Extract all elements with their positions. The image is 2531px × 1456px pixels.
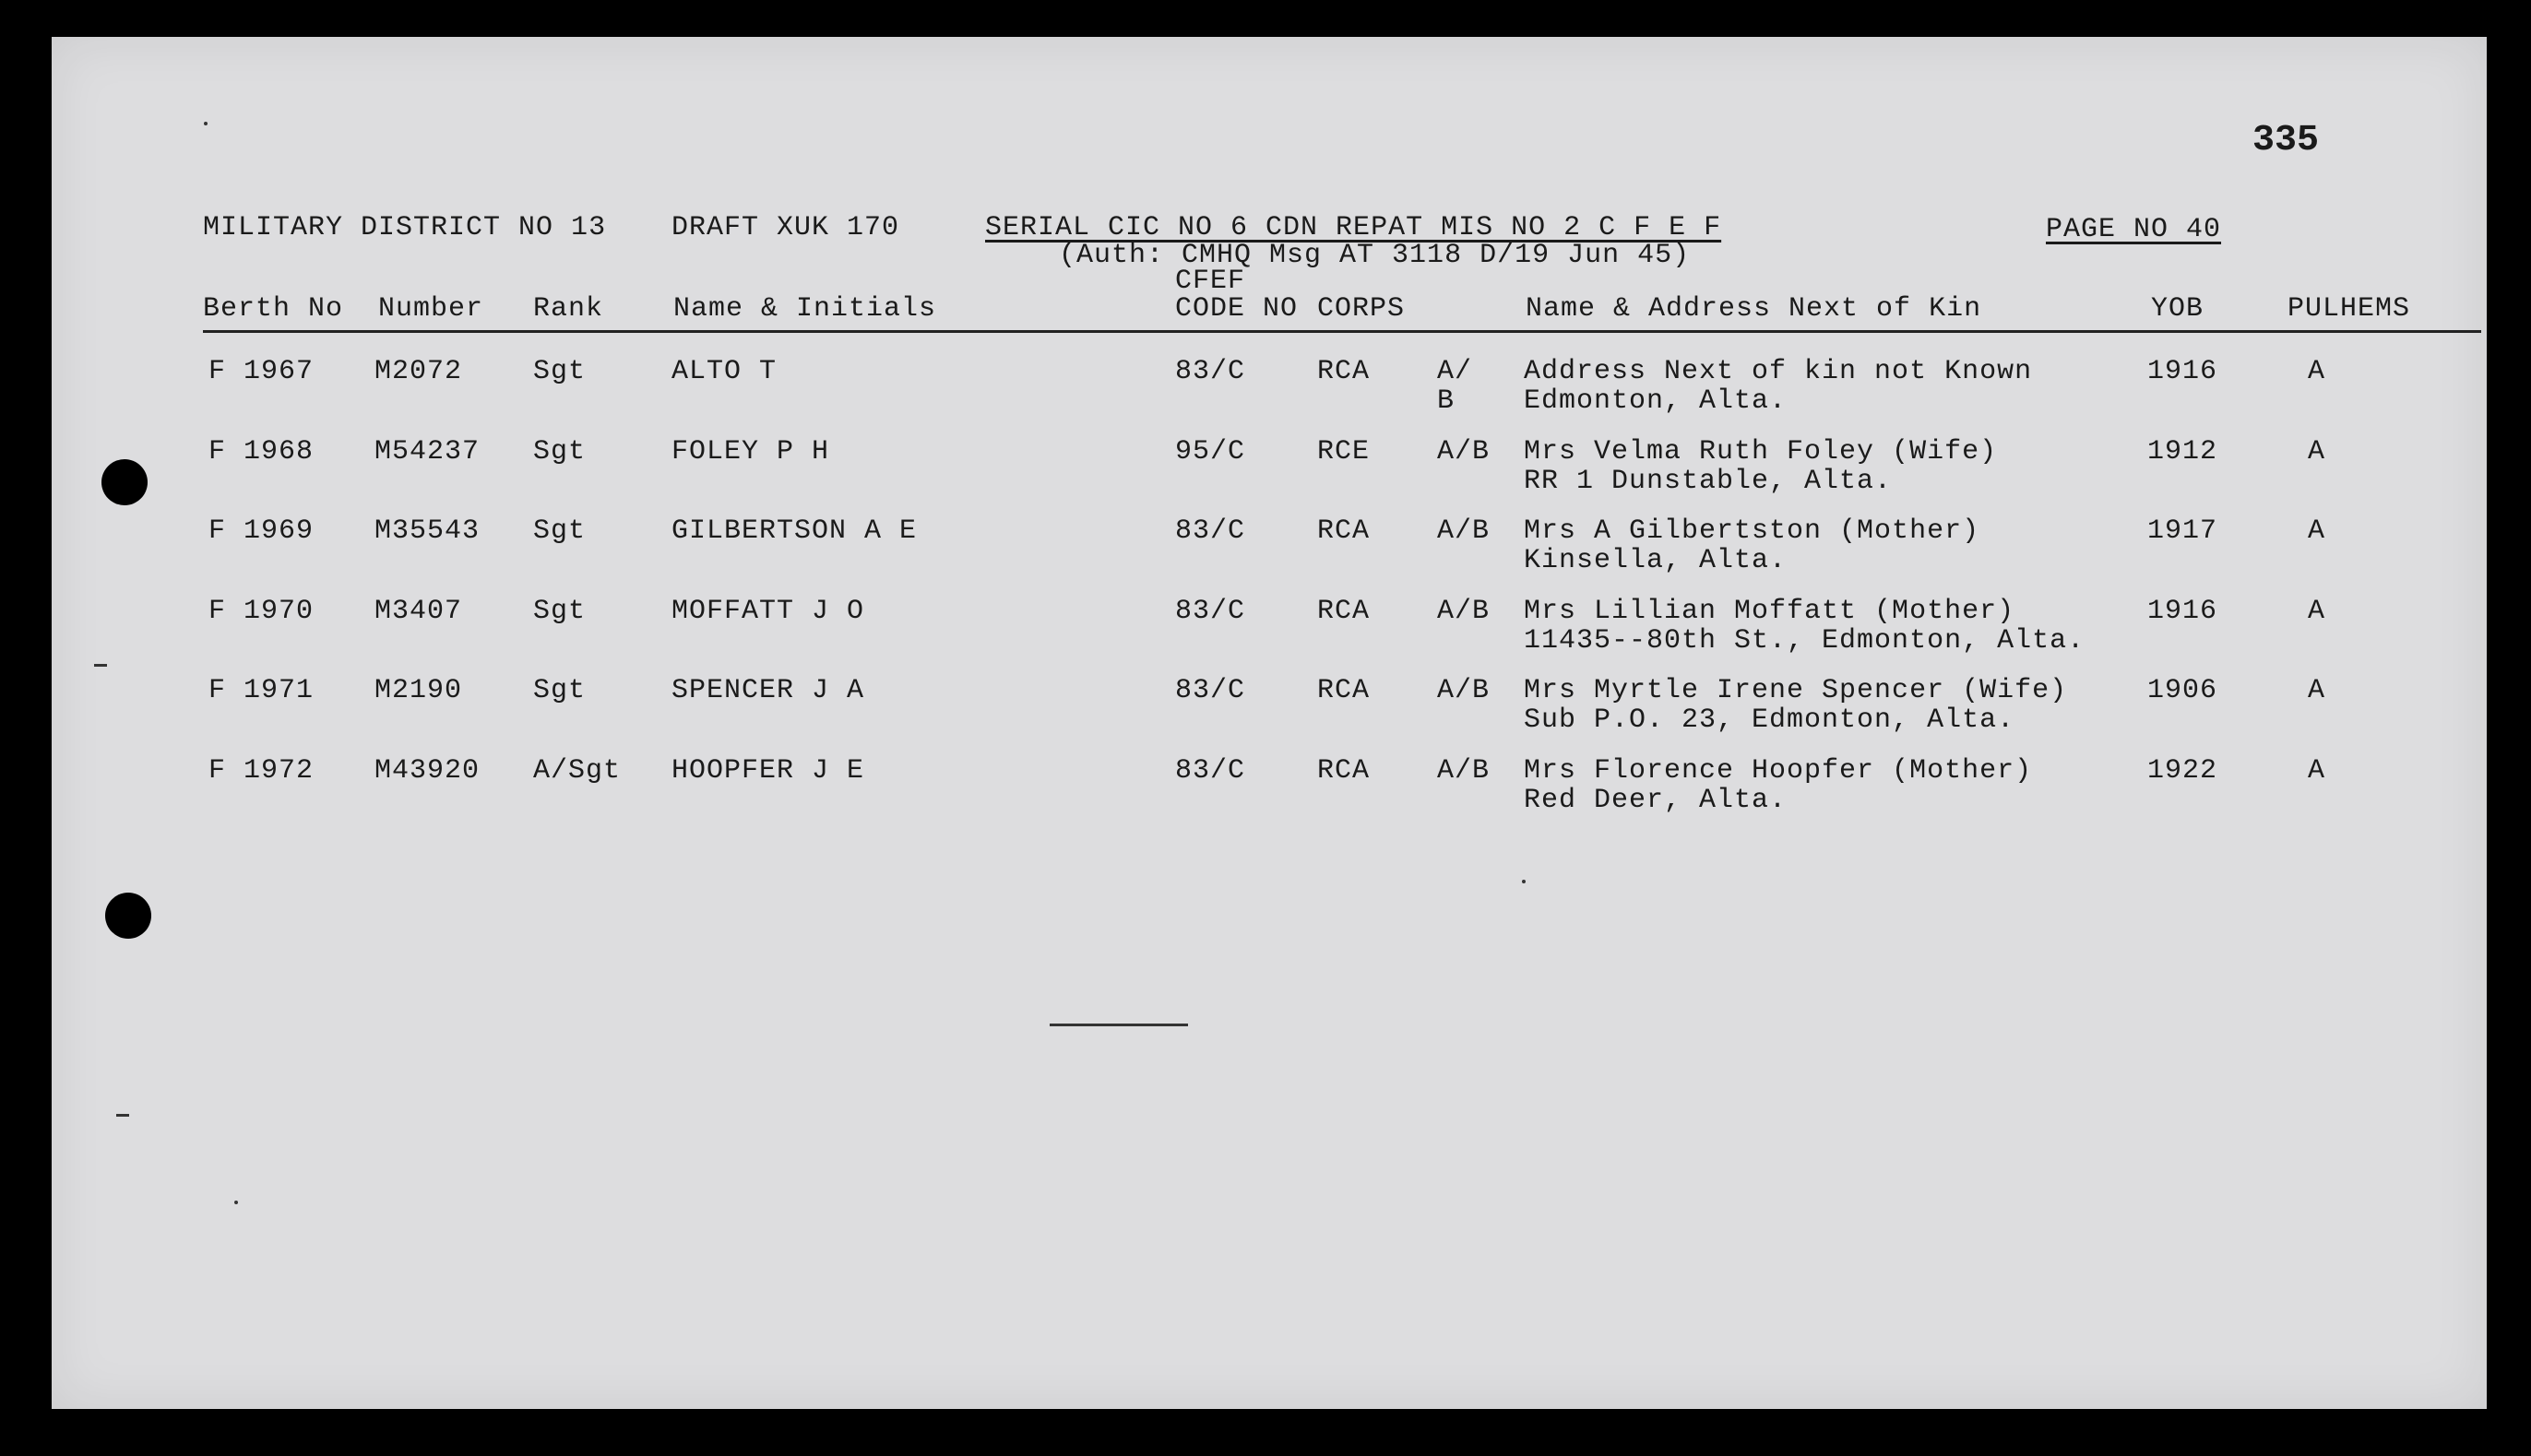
row-nok-address: Red Deer, Alta. bbox=[1524, 784, 1788, 816]
row-nok-name: Mrs Velma Ruth Foley (Wife) bbox=[1524, 435, 1998, 468]
punch-hole bbox=[101, 459, 148, 505]
row-corps: RCA bbox=[1317, 595, 1371, 627]
military-district: MILITARY DISTRICT NO 13 bbox=[203, 212, 607, 243]
row-rank: Sgt bbox=[533, 515, 587, 547]
row-nok-address: Sub P.O. 23, Edmonton, Alta. bbox=[1524, 704, 2015, 736]
row-number: M2190 bbox=[374, 675, 463, 706]
col-pulhems: PULHEMS bbox=[2287, 293, 2411, 325]
row-name: SPENCER J A bbox=[671, 675, 865, 706]
row-berth: F 1972 bbox=[208, 754, 315, 787]
punch-hole bbox=[105, 893, 151, 939]
serial-line: SERIAL CIC NO 6 CDN REPAT MIS NO 2 C F E F bbox=[985, 212, 1722, 243]
row-category: A/B bbox=[1437, 435, 1491, 468]
speck bbox=[204, 122, 208, 125]
col-berth: Berth No bbox=[203, 293, 344, 325]
row-berth: F 1968 bbox=[208, 435, 315, 468]
row-nok-name: Mrs A Gilbertston (Mother) bbox=[1524, 515, 1980, 547]
row-rank: Sgt bbox=[533, 435, 587, 468]
row-code: 83/C bbox=[1175, 754, 1246, 787]
row-nok-name: Mrs Myrtle Irene Spencer (Wife) bbox=[1524, 675, 2068, 706]
row-yob: 1916 bbox=[2147, 595, 2218, 627]
row-pulhems: A bbox=[2308, 675, 2326, 706]
row-berth: F 1967 bbox=[208, 356, 315, 387]
draft-number: DRAFT XUK 170 bbox=[671, 212, 900, 243]
row-number: M35543 bbox=[374, 515, 481, 547]
row-yob: 1912 bbox=[2147, 435, 2218, 468]
row-corps: RCA bbox=[1317, 515, 1371, 547]
row-berth: F 1971 bbox=[208, 675, 315, 706]
row-yob: 1916 bbox=[2147, 356, 2218, 387]
row-number: M43920 bbox=[374, 754, 481, 787]
row-corps: RCA bbox=[1317, 754, 1371, 787]
row-name: ALTO T bbox=[671, 356, 778, 387]
col-number: Number bbox=[378, 293, 484, 325]
row-number: M2072 bbox=[374, 356, 463, 387]
header-rule bbox=[203, 330, 2481, 333]
page-no: PAGE NO 40 bbox=[2046, 214, 2222, 245]
row-code: 83/C bbox=[1175, 595, 1246, 627]
row-pulhems: A bbox=[2308, 515, 2326, 547]
row-corps: RCE bbox=[1317, 435, 1371, 468]
row-yob: 1917 bbox=[2147, 515, 2218, 547]
document-sheet bbox=[52, 37, 2487, 1409]
col-yob: YOB bbox=[2151, 293, 2204, 325]
row-number: M3407 bbox=[374, 595, 463, 627]
row-name: FOLEY P H bbox=[671, 435, 830, 468]
row-category: A/B bbox=[1437, 754, 1491, 787]
row-rank: Sgt bbox=[533, 595, 587, 627]
row-corps: RCA bbox=[1317, 356, 1371, 387]
speck bbox=[234, 1201, 238, 1204]
row-nok-address: Kinsella, Alta. bbox=[1524, 545, 1788, 576]
row-category-continued: B bbox=[1437, 385, 1456, 417]
row-pulhems: A bbox=[2308, 595, 2326, 627]
row-nok-name: Address Next of kin not Known bbox=[1524, 356, 2033, 387]
row-category: A/B bbox=[1437, 675, 1491, 706]
speck bbox=[1522, 880, 1526, 883]
row-category: A/ bbox=[1437, 356, 1473, 387]
row-yob: 1906 bbox=[2147, 675, 2218, 706]
row-name: MOFFATT J O bbox=[671, 595, 865, 627]
row-code: 95/C bbox=[1175, 435, 1246, 468]
speck bbox=[94, 664, 107, 667]
row-nok-address: RR 1 Dunstable, Alta. bbox=[1524, 465, 1893, 497]
row-category: A/B bbox=[1437, 515, 1491, 547]
col-corps: CORPS bbox=[1317, 293, 1406, 325]
authority-line: (Auth: CMHQ Msg AT 3118 D/19 Jun 45) bbox=[1059, 240, 1691, 271]
row-nok-name: Mrs Florence Hoopfer (Mother) bbox=[1524, 754, 2033, 787]
row-code: 83/C bbox=[1175, 356, 1246, 387]
row-berth: F 1969 bbox=[208, 515, 315, 547]
row-nok-address: Edmonton, Alta. bbox=[1524, 385, 1788, 417]
row-rank: Sgt bbox=[533, 675, 587, 706]
page-number: 335 bbox=[2252, 120, 2320, 161]
row-number: M54237 bbox=[374, 435, 481, 468]
row-rank: Sgt bbox=[533, 356, 587, 387]
row-name: GILBERTSON A E bbox=[671, 515, 918, 547]
col-code-no: CODE NO bbox=[1175, 293, 1299, 325]
row-nok-address: 11435--80th St., Edmonton, Alta. bbox=[1524, 624, 2085, 657]
row-nok-name: Mrs Lillian Moffatt (Mother) bbox=[1524, 595, 2015, 627]
col-name: Name & Initials bbox=[673, 293, 937, 325]
speck bbox=[116, 1114, 129, 1117]
col-nok: Name & Address Next of Kin bbox=[1526, 293, 1982, 325]
col-cfef: CFEF bbox=[1175, 266, 1246, 297]
row-name: HOOPFER J E bbox=[671, 754, 865, 787]
row-corps: RCA bbox=[1317, 675, 1371, 706]
row-rank: A/Sgt bbox=[533, 754, 622, 787]
row-pulhems: A bbox=[2308, 754, 2326, 787]
row-yob: 1922 bbox=[2147, 754, 2218, 787]
row-code: 83/C bbox=[1175, 675, 1246, 706]
row-berth: F 1970 bbox=[208, 595, 315, 627]
row-category: A/B bbox=[1437, 595, 1491, 627]
col-rank: Rank bbox=[533, 293, 604, 325]
row-pulhems: A bbox=[2308, 356, 2326, 387]
row-pulhems: A bbox=[2308, 435, 2326, 468]
speck bbox=[1050, 1024, 1188, 1026]
row-code: 83/C bbox=[1175, 515, 1246, 547]
